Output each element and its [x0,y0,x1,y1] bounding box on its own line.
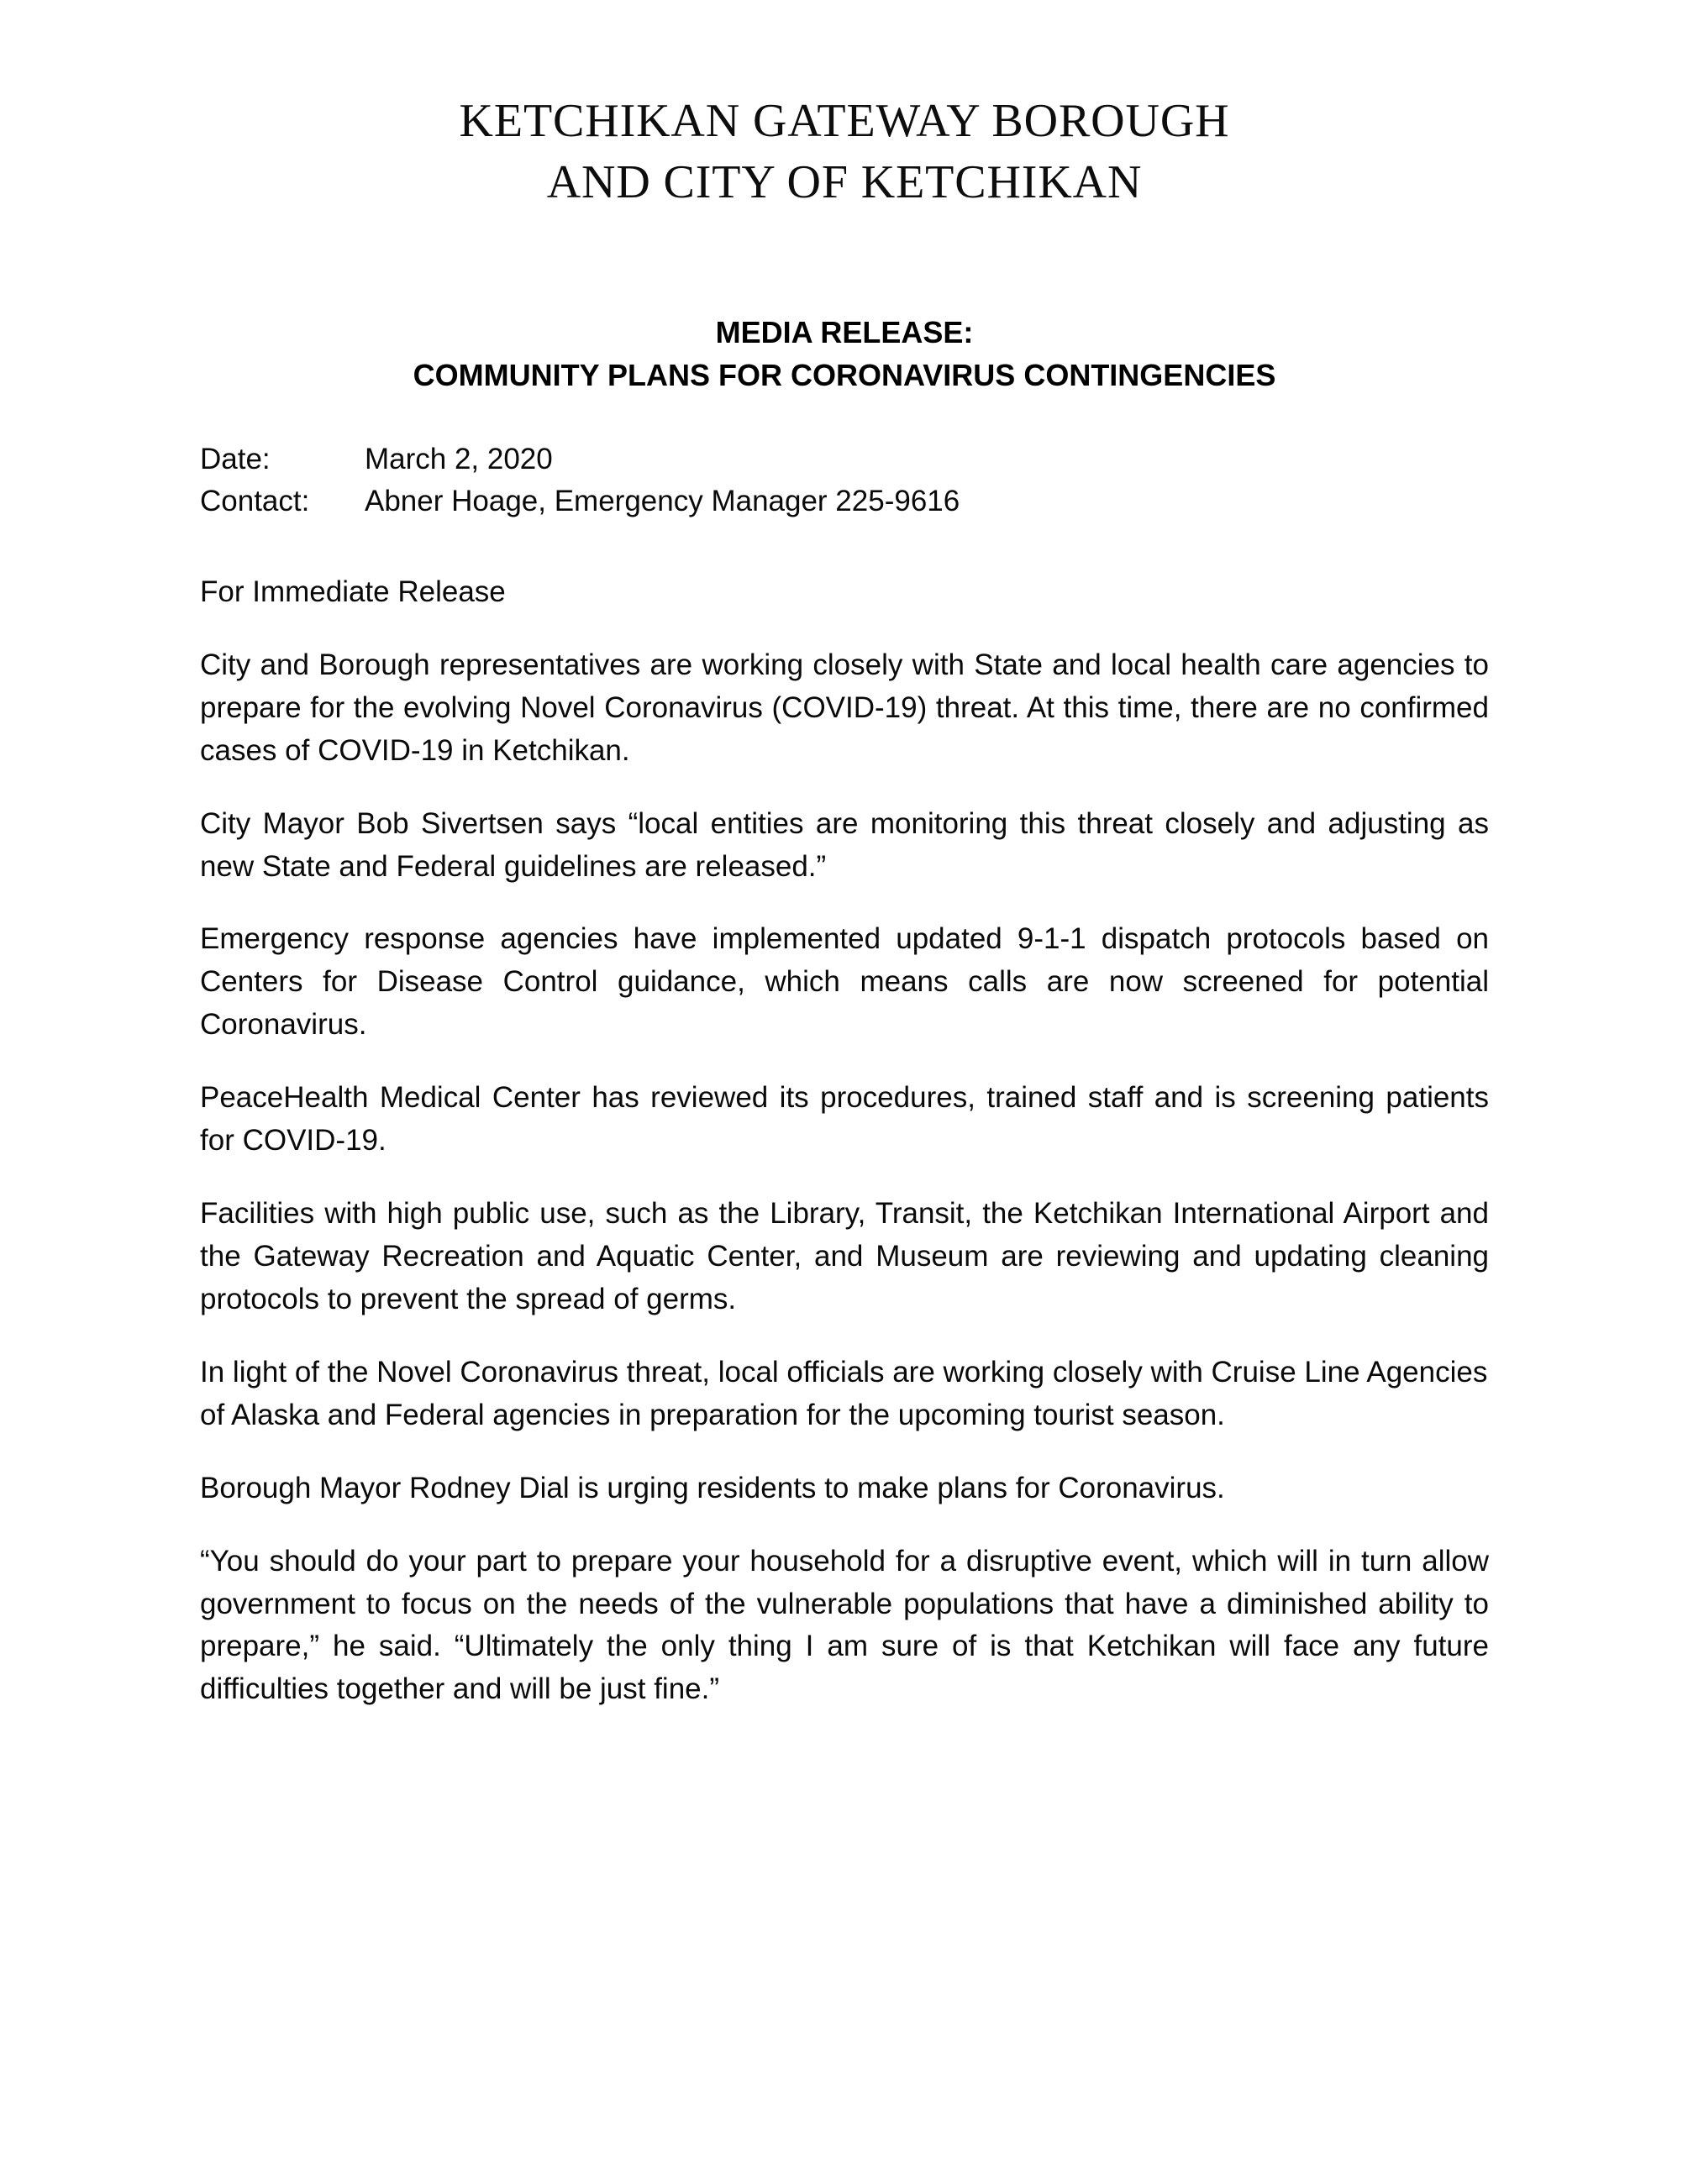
paragraph-city-mayor-quote: City Mayor Bob Sivertsen says “local entities are monitoring this threat closely and adjusting as new State and Federal guidelines are released.” [200,806,1489,883]
paragraph-overview: City and Borough representatives are working closely with State and local health care agencies to prepare for the evolving Novel Coronavirus (COVID-19) threat. At this time, there are no confirmed cases of COVID-19 in Ketchikan. [200,648,1489,767]
paragraph-emergency-dispatch: Emergency response agencies have implemented updated 9-1-1 dispatch protocols based on Centers for Disease Control guidance, which means calls are now screened for potential Coronavirus. [200,922,1489,1042]
letterhead [200,91,1489,213]
date-label: Date: [200,442,271,475]
letterhead-line-city: AND CITY OF KETCHIKAN [546,155,1143,208]
paragraph-peacehealth: PeaceHealth Medical Center has reviewed its procedures, trained staff and is screening patients for COVID-19. [200,1081,1489,1158]
paragraph-borough-mayor-quote: “You should do your part to prepare your household for a disruptive event, which will in turn allow government to focus on the needs of the vulnerable populations that have a diminished ability to prepare,” he said. “Ultimately the only thing I am sure of is that Ketchikan will face any future difficulties together and will be just fine.” [200,1544,1489,1706]
contact-value: Abner Hoage, Emergency Manager 225-9616 [365,484,960,517]
document-content [200,0,1489,1711]
letterhead-line-borough: KETCHIKAN GATEWAY BOROUGH [459,95,1230,147]
release-title-secondary: COMMUNITY PLANS FOR CORONAVIRUS CONTINGENCIES [413,357,1276,392]
meta-row-contact [200,480,1489,522]
paragraph-public-facilities: Facilities with high public use, such as the Library, Transit, the Ketchikan International Airport and the Gateway Recreation and Aquatic Center, and Museum are reviewing and updating cleaning protocols to prevent the spread of germs. [200,1197,1489,1315]
date-value: March 2, 2020 [365,442,553,475]
contact-label: Contact: [200,484,310,517]
paragraph-cruise-line: In light of the Novel Coronavirus threat, local officials are working closely with Cruise Line Agencies of Alaska and Federal agencies in preparation for the upcoming tourist season. [200,1355,1488,1431]
release-meta [200,438,1489,522]
meta-row-date [200,438,1489,480]
immediate-release-notice: For Immediate Release [200,575,506,608]
release-title [200,311,1489,396]
release-title-primary: MEDIA RELEASE: [715,314,974,349]
release-body [200,571,1489,1711]
paragraph-borough-mayor: Borough Mayor Rodney Dial is urging residents to make plans for Coronavirus. [200,1471,1225,1504]
